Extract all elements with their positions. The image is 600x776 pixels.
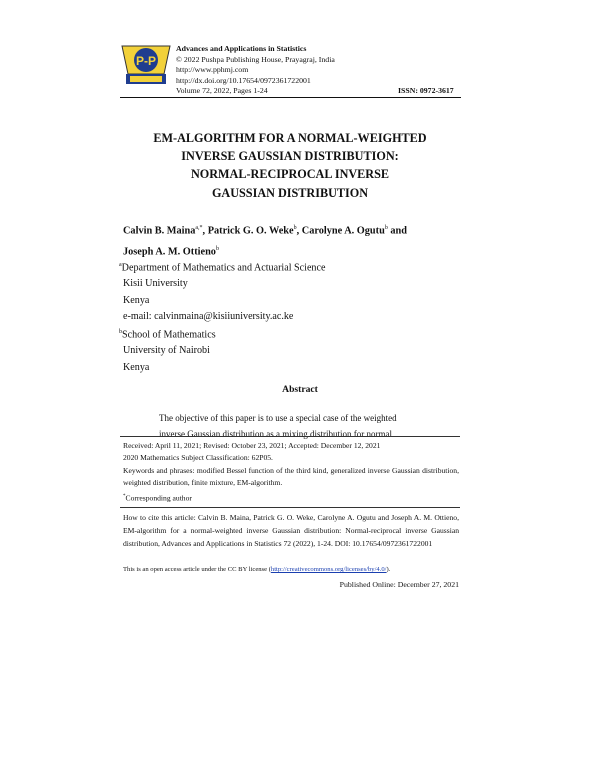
- paper-title: [110, 129, 470, 202]
- affil-mark: b: [119, 329, 122, 335]
- author-affil-mark: a,*: [195, 225, 203, 231]
- footnote-divider: [120, 436, 460, 437]
- corresponding-label: Corresponding author: [125, 493, 192, 503]
- affil-mark: a: [119, 262, 122, 268]
- affil-line: School of Mathematics: [122, 329, 216, 341]
- publisher-logo: [120, 44, 172, 92]
- affil-line: Kisii University: [123, 278, 188, 290]
- header-divider: [120, 97, 461, 98]
- journal-info: [176, 44, 335, 97]
- author-name: Calvin B. Maina: [123, 225, 196, 237]
- abstract-line: inverse Gaussian distribution as a mixing distribution for normal: [159, 429, 392, 439]
- journal-name: Advances and Applications in Statistics: [176, 44, 307, 53]
- author-affil-mark: b: [215, 246, 219, 253]
- abstract-heading: Abstract: [282, 384, 318, 395]
- author-affil-mark: b: [384, 225, 388, 231]
- volume-info: Volume 72, 2022, Pages 1-24: [176, 86, 268, 96]
- author-conjunction: and: [390, 225, 408, 237]
- license-text: This is an open access article under the CC BY license (: [123, 566, 271, 573]
- abstract-text: [159, 410, 429, 442]
- footnote-msc: 2020 Mathematics Subject Classification: 62P05.: [123, 453, 273, 462]
- footnote-citation: How to cite this article: Calvin B. Maina, Patrick G. O. Weke, Carolyne A. Ogutu and Joseph A. M. Ottieno, EM-algorithm for a normal-weighted inverse Gaussian distribution: Normal-reciprocal inverse Gaussian distribution, Advances and Applications in Statistics 72 (2022), 1-24. DOI: 10.17654/0972361722001: [123, 513, 459, 548]
- cite-divider: [120, 507, 460, 508]
- author-list: Calvin B. Maina$^{a,*}$, Patrick G. O. Weke$^b$, Carolyne A. Ogutu$^b$ and Joseph A. M. Ottieno$^b$: [123, 225, 408, 258]
- corresponding-mark: *: [123, 494, 126, 499]
- footnote-keywords: Keywords and phrases: modified Bessel function of the third kind, generalized inverse Gaussian distribution, weighted distribution, finite mixture, EM-algorithm.: [123, 466, 459, 487]
- author-name: Patrick G. O. Weke: [207, 225, 294, 237]
- footnote-corresponding: [123, 491, 459, 504]
- license-text-end: ).: [386, 566, 391, 573]
- issn: ISSN: 0972-3617: [398, 86, 454, 95]
- affil-line: University of Nairobi: [123, 345, 210, 357]
- footnote-dates: Received: April 11, 2021; Revised: October 23, 2021; Accepted: December 12, 2021: [123, 441, 381, 450]
- affil-line: Kenya: [123, 361, 150, 373]
- logo-text: P-P: [135, 54, 157, 68]
- published-online: Published Online: December 27, 2021: [339, 580, 459, 589]
- doi-url[interactable]: http://dx.doi.org/10.17654/0972361722001: [176, 75, 311, 85]
- footnote-license: [123, 564, 459, 576]
- affiliation-a: [119, 257, 325, 325]
- affil-line: Department of Mathematics and Actuarial Science: [121, 262, 326, 274]
- title-line: GAUSSIAN DISTRIBUTION: [211, 185, 369, 200]
- abstract-line: The objective of this paper is to use a special case of the weighted: [159, 413, 397, 423]
- author-affil-mark: b: [293, 225, 297, 231]
- title-line: NORMAL-RECIPROCAL INVERSE: [190, 167, 390, 182]
- affil-line: Kenya: [123, 294, 150, 306]
- journal-url[interactable]: http://www.pphmj.com: [176, 65, 249, 75]
- title-line: EM-ALGORITHM FOR A NORMAL-WEIGHTED: [153, 131, 427, 145]
- copyright: © 2022 Pushpa Publishing House, Prayagraj, India: [176, 54, 335, 64]
- author-name: Carolyne A. Ogutu: [301, 225, 385, 237]
- affil-email[interactable]: e-mail: calvinmaina@kisiiuniversity.ac.ke: [123, 310, 294, 322]
- title-line: INVERSE GAUSSIAN DISTRIBUTION:: [181, 149, 399, 164]
- affiliation-b: [119, 324, 216, 376]
- author-name: Joseph A. M. Ottieno: [123, 246, 216, 258]
- license-link[interactable]: http://creativecommons.org/licenses/by/4.0/: [270, 566, 387, 573]
